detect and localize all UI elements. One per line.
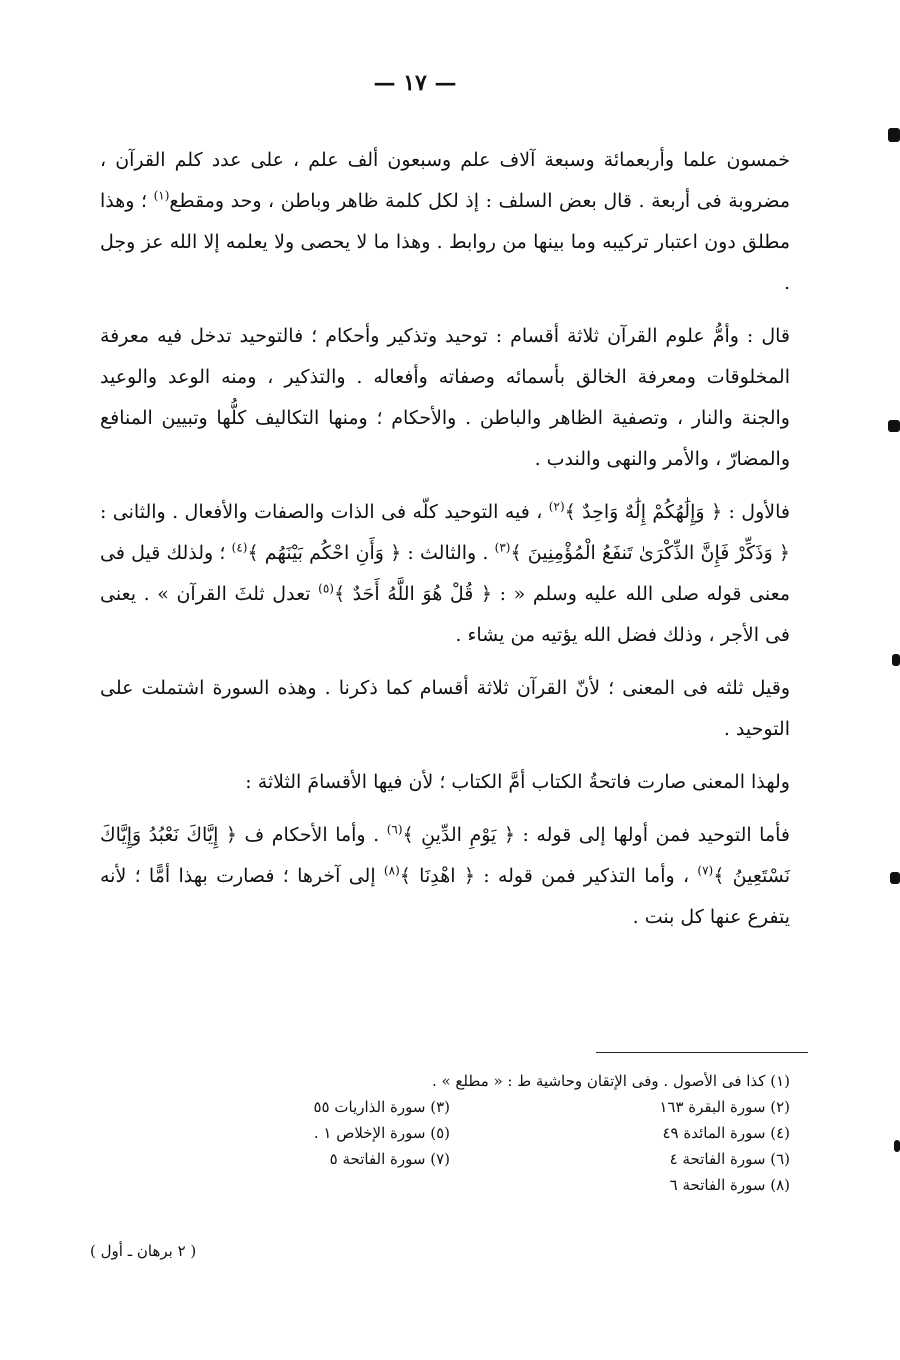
footnote-text: (٤) سورة المائدة ٤٩ [662,1124,790,1142]
paragraph-text: . وأما الأحكام ف ﴿ إِيَّاكَ نَعْبُدُ وَإِيَّاكَ نَسْتَعِينُ ﴾ [100,824,790,887]
paragraph-text: ولهذا المعنى صارت فاتحةُ الكتاب أمَّ الكتاب ؛ لأن فيها الأقسامَ الثلاثة : [245,771,790,793]
paragraph-text: . والثالث : ﴿ وَأَنِ احْكُم بَيْنَهُم ﴾ [247,542,495,564]
footnote-text: (٦) سورة الفاتحة ٤ [669,1150,790,1168]
paragraph-text: ؛ وهذا مطلق دون اعتبار تركيبه وما بينها من روابط . وهذا ما لا يحصى ولا يعلمه إلا الله عز وجل . [100,190,790,294]
footnote-ref: (٣) [494,540,511,555]
paragraph-4 [100,668,790,750]
footnotes [100,1068,790,1198]
footnote-row [100,1146,790,1172]
signature-mark: ( ٢ برهان ـ أول ) [90,1242,197,1260]
paragraph-2 [100,316,790,480]
scan-edge-mark [888,420,900,432]
footnote-ref: (٦) [386,822,403,837]
footnote-row [100,1172,790,1198]
paragraph-text: تعدل ثلثَ القرآن » . يعنى فى الأجر ، وذلك فضل الله يؤتيه من يشاء . [100,583,790,646]
footnote-ref: (٤) [231,540,248,555]
paragraph-text: فالأول : ﴿ وَإِلَٰهُكُمْ إِلَٰهٌ وَاحِدٌ ﴾ [564,501,790,523]
paragraph-text: ؛ ولذلك قيل فى معنى قوله صلى الله عليه وسلم « : ﴿ قُلْ هُوَ اللَّهُ أَحَدٌ ﴾ [100,542,790,605]
footnote-ref: (٥) [318,581,334,596]
footnote-text: (٢) سورة البقرة ١٦٣ [659,1098,790,1116]
footnote-text: (٧) سورة الفاتحة ٥ [329,1150,450,1168]
footnote-separator [596,1052,808,1053]
footnote-text: (٨) سورة الفاتحة ٦ [669,1176,790,1194]
footnote-ref: (٨) [383,863,400,878]
paragraph-3 [100,492,790,656]
main-text [100,140,790,938]
scan-edge-mark [894,1140,900,1152]
paragraph-text: قال : وأمُّ علوم القرآن ثلاثة أقسام : توحيد وتذكير وأحكام ؛ فالتوحيد تدخل فيه معرفة المخلوقات ومعرفة الخالق بأسمائه وصفاته وأفعاله . والتذكير ، ومنه الوعد والوعيد والجنة والنار ، وتصفية الظاهر والباطن . والأحكام ؛ ومنها التكاليف كلُّها وتبيين المنافع والمضارّ ، والأمر والنهى والندب . [100,325,790,470]
footnote-text: (١) كذا فى الأصول . وفى الإتقان وحاشية ط : « مطلع » . [431,1072,790,1090]
footnote-ref: (٧) [697,863,714,878]
scan-edge-mark [888,128,900,142]
footnote-ref: (١) [153,188,170,203]
footnote-text: (٣) سورة الذاريات ٥٥ [313,1098,450,1116]
paragraph-1 [100,140,790,304]
paragraph-text: خمسون علما وأربعمائة وسبعة آلاف علم وسبعون ألف علم ، على عدد كلم القرآن ، مضروبة فى أربعة . قال بعض السلف : إذ لكل كلمة ظاهر وباطن ، وحد ومقطع [100,149,790,212]
footnote-row [100,1094,790,1120]
footnote-text [110,1172,450,1198]
paragraph-text: فأما التوحيد فمن أولها إلى قوله : ﴿ يَوْمِ الدِّينِ ﴾ [402,824,790,846]
paragraph-text: ، وأما التذكير فمن قوله : ﴿ اهْدِنَا ﴾ [399,865,698,887]
paragraph-text: وقيل ثلثه فى المعنى ؛ لأنّ القرآن ثلاثة أقسام كما ذكرنا . وهذه السورة اشتملت على التوحيد . [100,677,790,740]
footnote-row [100,1120,790,1146]
paragraph-text: إلى آخرها ؛ فصارت بهذا أمًّا ؛ لأنه يتفرع عنها كل بنت . [100,865,790,928]
paragraph-5 [100,762,790,803]
footnote-ref: (٢) [548,499,565,514]
paragraph-text: ، فيه التوحيد كلّه فى الذات والصفات والأفعال . والثانى : ﴿ وَذَكِّرْ فَإِنَّ الذِّكْرَىٰ تَنفَعُ الْمُؤْمِنِينَ ﴾ [100,501,791,564]
page-number: — ١٧ — [373,70,457,96]
footnote-text: (٥) سورة الإخلاص ١ . [313,1124,450,1142]
paragraph-6 [100,815,790,938]
scan-edge-mark [892,654,900,666]
footnote-1 [100,1068,790,1094]
scan-edge-mark [890,872,900,884]
